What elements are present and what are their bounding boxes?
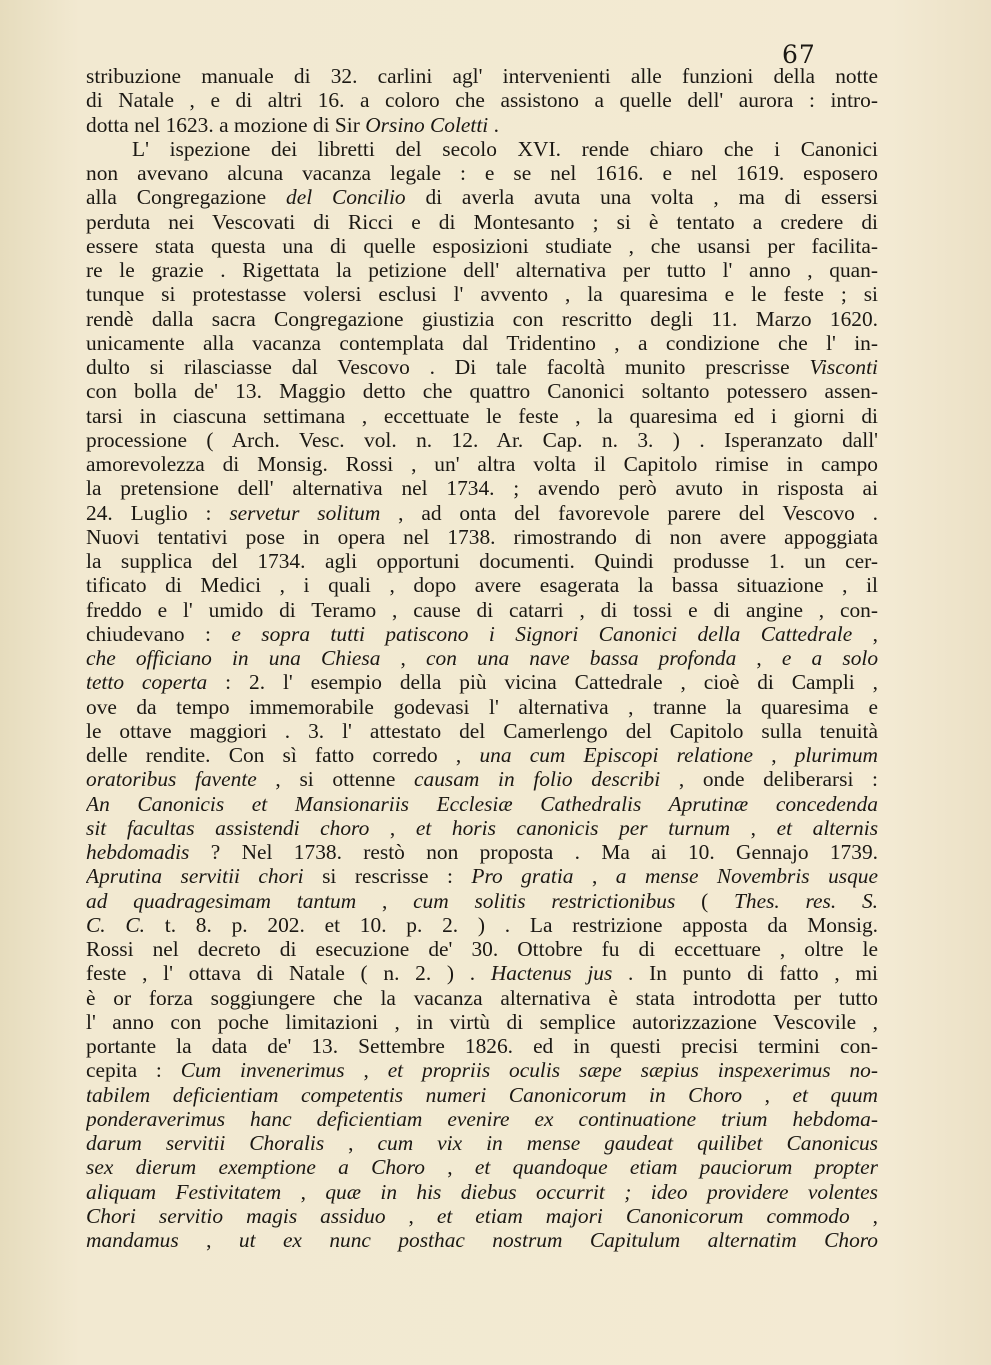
text-line: tetto coperta : 2. l' esempio della più vicina Cattedrale , cioè di Campli , (86, 670, 878, 695)
text-line: dotta nel 1623. a mozione di Sir Orsino Coletti . (86, 112, 499, 137)
text-line: Rossi nel decreto di esecuzione de' 30. Ottobre fu di eccettuare , oltre le (86, 937, 878, 961)
text-line: di Natale , e di altri 16. a coloro che assistono a quelle dell' aurora : intro- (86, 88, 878, 113)
text-line: processione ( Arch. Vesc. vol. n. 12. Ar. Cap. n. 3. ) . Isperanzato dall' (86, 427, 878, 452)
text-line: mandamus , ut ex nunc posthac nostrum Capitulum alternatim Choro (86, 1228, 878, 1252)
text-line: Chori servitio magis assiduo , et etiam majori Canonicorum commodo , (86, 1203, 878, 1228)
text-line: tunque si protestasse volersi esclusi l' avvento , la quaresima e le feste ; si (86, 282, 878, 307)
text-line: tarsi in ciascuna settimana , eccettuate le feste , la quaresima ed i giorni di (86, 403, 878, 428)
text-line: stribuzione manuale di 32. carlini agl' intervenienti alle funzioni della notte (86, 64, 878, 88)
text-line: che officiano in una Chiesa , con una nave bassa profonda , e a solo (86, 646, 878, 670)
body-text (86, 64, 878, 1252)
text-line: l' anno con poche limitazioni , in virtù di semplice autorizzazione Vescovile , (86, 1009, 878, 1034)
text-line: Aprutina servitii chori si rescrisse : Pro gratia , a mense Novembris usque (86, 864, 878, 889)
text-line: essere stata questa una di quelle esposizioni studiate , che usansi per facilita- (86, 233, 878, 258)
text-line: ove da tempo immemorabile godevasi l' alternativa , tranne la quaresima e (86, 694, 878, 719)
text-line: feste , l' ottava di Natale ( n. 2. ) . Hactenus jus . In punto di fatto , mi (86, 961, 878, 986)
text-line: 24. Luglio : servetur solitum , ad onta del favorevole parere del Vescovo . (86, 500, 878, 525)
text-line: delle rendite. Con sì fatto corredo , una cum Episcopi relatione , plurimum (86, 743, 878, 767)
text-line: la pretensione dell' alternativa nel 1734. ; avendo però avuto in risposta ai (86, 476, 878, 501)
text-line: unicamente alla vacanza contemplata dal Tridentino , a condizione che l' in- (86, 330, 878, 355)
text-line: L' ispezione dei libretti del secolo XVI. rende chiaro che i Canonici (132, 136, 878, 161)
text-line: re le grazie . Rigettata la petizione dell' alternativa per tutto l' anno , quan- (86, 258, 878, 282)
text-line: tabilem deficientiam competentis numeri Canonicorum in Choro , et quum (86, 1082, 878, 1107)
text-line: ad quadragesimam tantum , cum solitis restrictionibus ( Thes. res. S. (86, 888, 878, 913)
text-line: chiudevano : e sopra tutti patiscono i Signori Canonici della Cattedrale , (86, 621, 878, 646)
text-line: sex dierum exemptione a Choro , et quandoque etiam pauciorum propter (86, 1155, 878, 1180)
text-line: rendè dalla sacra Congregazione giustizia con rescritto degli 11. Marzo 1620. (86, 306, 878, 331)
text-line: con bolla de' 13. Maggio detto che quattro Canonici soltanto potessero assen- (86, 379, 878, 404)
text-line: tificato di Medici , i quali , dopo avere esagerata la bassa situazione , il (86, 573, 878, 598)
text-line: hebdomadis ? Nel 1738. restò non proposta . Ma ai 10. Gennajo 1739. (86, 840, 878, 864)
text-line: la supplica del 1734. agli opportuni documenti. Quindi produsse 1. un cer- (86, 549, 878, 573)
text-line: darum servitii Choralis , cum vix in mense gaudeat quilibet Canonicus (86, 1131, 878, 1155)
text-line: portante la data de' 13. Settembre 1826. ed in questi precisi termini con- (86, 1034, 878, 1058)
text-line: perduta nei Vescovati di Ricci e di Montesanto ; si è tentato a credere di (86, 209, 878, 234)
text-line: amorevolezza di Monsig. Rossi , un' altra volta il Capitolo rimise in campo (86, 452, 878, 476)
text-line: dulto si rilasciasse dal Vescovo . Di tale facoltà munito prescrisse Visconti (86, 355, 878, 379)
text-line: C. C. t. 8. p. 202. et 10. p. 2. ) . La restrizione apposta da Monsig. (86, 912, 878, 937)
text-line: aliquam Festivitatem , quæ in his diebus occurrit ; ideo providere volentes (86, 1179, 878, 1204)
text-line: freddo e l' umido di Teramo , cause di catarri , di tossi e di angine , con- (86, 597, 878, 622)
text-line: ponderaverimus hanc deficientiam evenire ex continuatione trium hebdoma- (86, 1106, 878, 1131)
text-line: Nuovi tentativi pose in opera nel 1738. rimostrando di non avere appoggiata (86, 524, 878, 549)
text-line: An Canonicis et Mansionariis Ecclesiæ Cathedralis Aprutinæ concedenda (86, 791, 878, 816)
text-line: non avevano alcuna vacanza legale : e se nel 1616. e nel 1619. esposero (86, 161, 878, 185)
text-line: sit facultas assistendi choro , et horis canonicis per turnum , et alternis (86, 815, 878, 840)
text-line: oratoribus favente , si ottenne causam in folio describi , onde deliberarsi : (86, 767, 878, 792)
text-line: è or forza soggiungere che la vacanza alternativa è stata introdotta per tutto (86, 985, 878, 1010)
text-line: alla Congregazione del Concilio di averla avuta una volta , ma di essersi (86, 185, 878, 210)
page-number: 67 (782, 40, 816, 69)
text-line: cepita : Cum invenerimus , et propriis oculis sæpe sæpius inspexerimus no- (86, 1058, 878, 1083)
text-line: le ottave maggiori . 3. l' attestato del Camerlengo del Capitolo sulla tenuità (86, 718, 878, 743)
